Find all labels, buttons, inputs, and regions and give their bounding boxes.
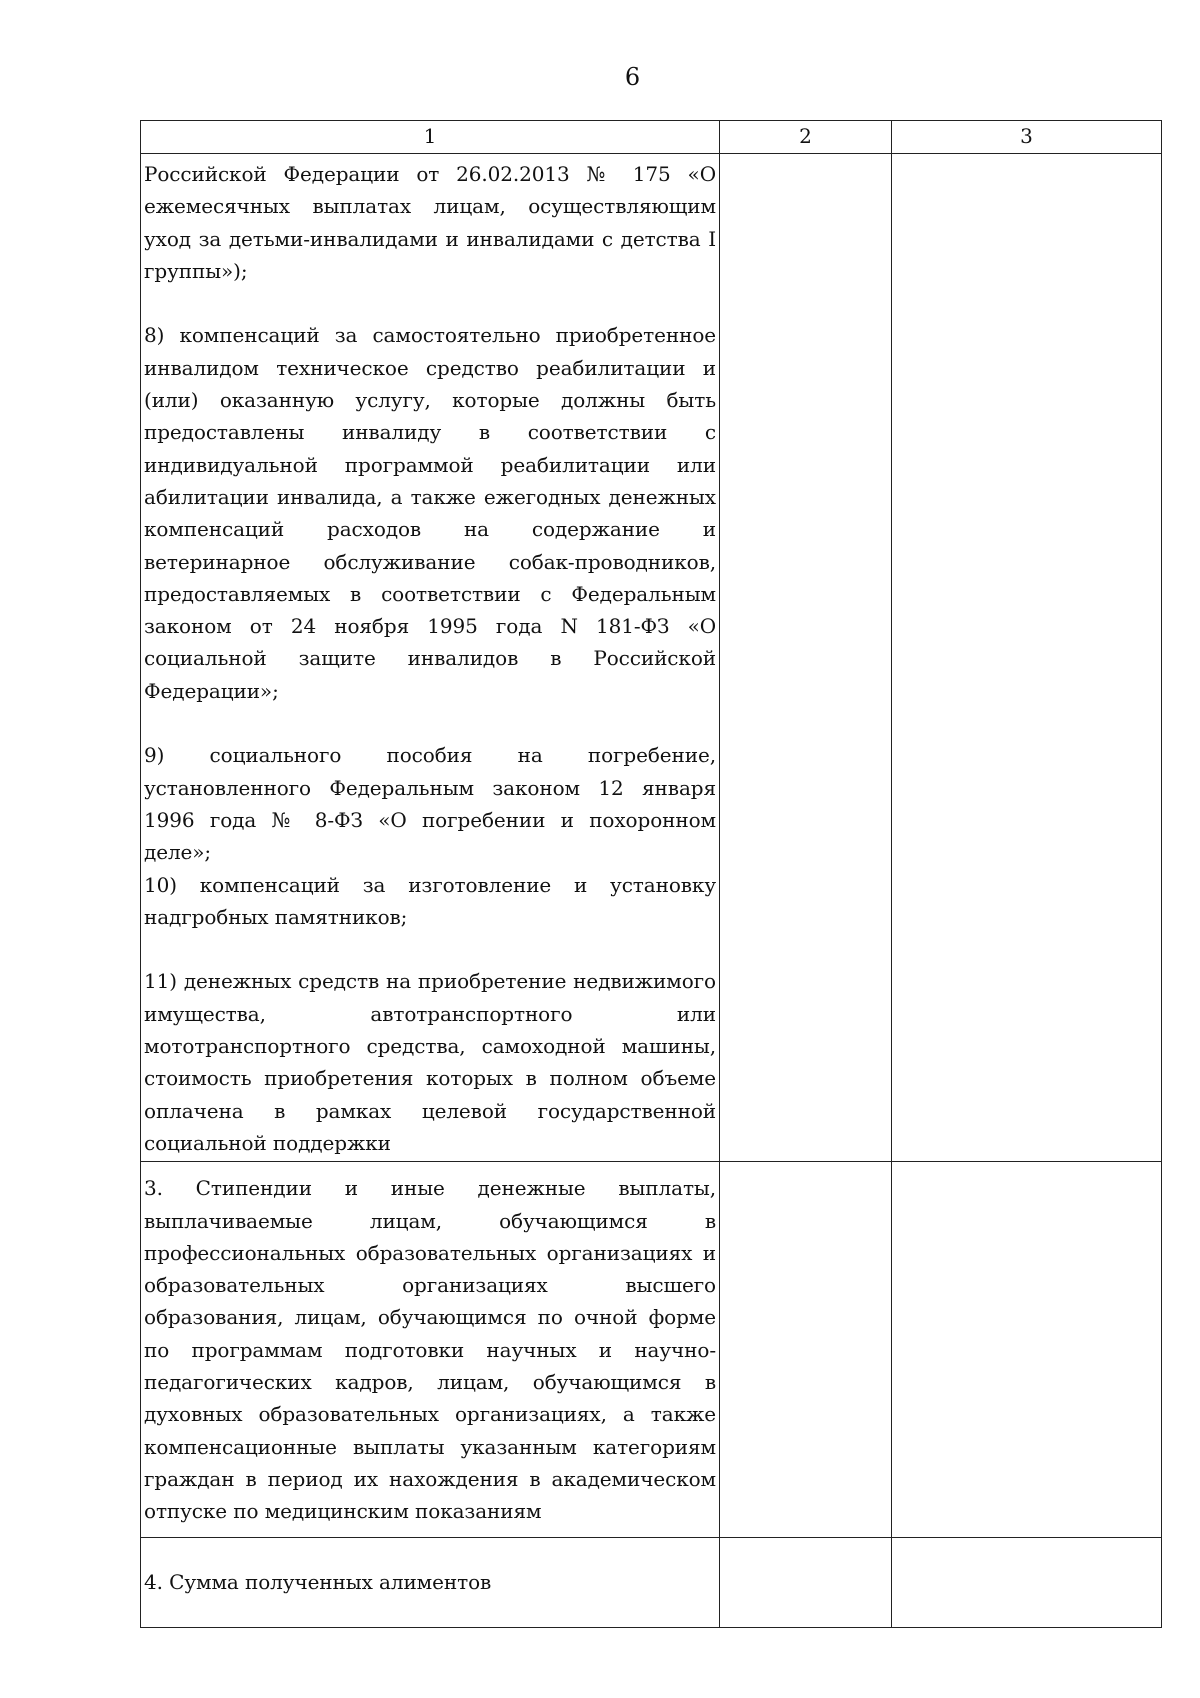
table-cell-description <box>141 1538 720 1627</box>
paragraph-item-8: 8) компенсаций за самостоятельно приобретенное инвалидом техническое средство реабилитации и (или) оказанную услугу, которые должны быть предоставлены инвалиду в соответствии с индивидуальной программой реабилитации или абилитации инвалида, а также ежегодных денежных компенсаций расходов на содержание и ветеринарное обслуживание собак-проводников, предоставляемых в соответствии с Федеральным законом от 24 ноября 1995 года N 181-ФЗ «О социальной защите инвалидов в Российской Федерации»; <box>144 323 716 703</box>
table-cell-col2 <box>720 154 892 1162</box>
table-cell-description <box>141 154 720 1162</box>
row-4-text: 4. Сумма полученных алиментов <box>144 1570 492 1595</box>
table-header-row <box>141 121 1162 154</box>
income-table <box>140 120 1162 1628</box>
column-header-2: 2 <box>720 121 892 154</box>
table-row <box>141 154 1162 1162</box>
table-row <box>141 1538 1162 1627</box>
page-number: 6 <box>624 63 641 91</box>
table-cell-col2 <box>720 1538 892 1627</box>
table-cell-description <box>141 1162 720 1538</box>
table-cell-col3 <box>892 154 1162 1162</box>
table-cell-col3 <box>892 1538 1162 1627</box>
column-header-1: 1 <box>141 121 720 154</box>
table-row <box>141 1162 1162 1538</box>
paragraph-item-9: 9) социального пособия на погребение, установленного Федеральным законом 12 января 1996 года № 8-ФЗ «О погребении и похоронном деле»; <box>144 743 716 865</box>
table-cell-col2 <box>720 1162 892 1538</box>
paragraph-item-10: 10) компенсаций за изготовление и установку надгробных памятников; <box>144 872 716 929</box>
table-cell-col3 <box>892 1162 1162 1538</box>
row-3-text: 3. Стипендии и иные денежные выплаты, выплачиваемые лицам, обучающимся в профессиональных образовательных организациях и образовательных организациях высшего образования, лицам, обучающимся по очной форме по программам подготовки научных и научно-педагогических кадров, лицам, обучающимся в духовных образовательных организациях, а также компенсационные выплаты указанным категориям граждан в период их нахождения в академическом отпуске по медицинским показаниям <box>144 1176 716 1524</box>
paragraph-item-11: 11) денежных средств на приобретение недвижимого имущества, автотранспортного или мототранспортного средства, самоходной машины, стоимость приобретения которых в полном объеме оплачена в рамках целевой государственной социальной поддержки <box>144 969 716 1155</box>
column-header-3: 3 <box>892 121 1162 154</box>
paragraph-continuation: Российской Федерации от 26.02.2013 № 175 «О ежемесячных выплатах лицам, осуществляющим уход за детьми-инвалидами и инвалидами с детства I группы»); <box>144 162 716 283</box>
